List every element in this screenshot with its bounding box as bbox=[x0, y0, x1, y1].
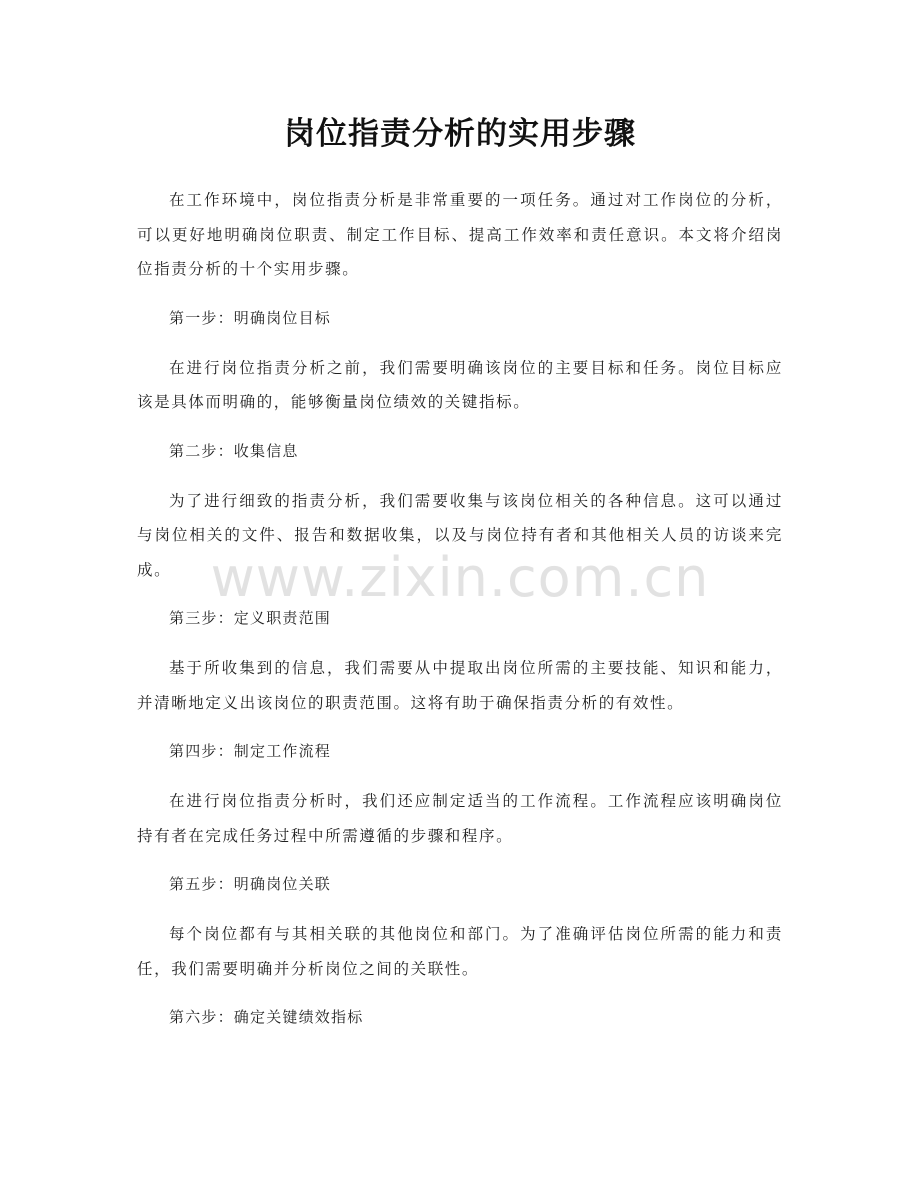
section-heading-4: 第四步：制定工作流程 bbox=[169, 742, 332, 760]
document-body bbox=[137, 183, 783, 1034]
section-body-1: 在进行岗位指责分析之前，我们需要明确该岗位的主要目标和任务。岗位目标应该是具体而明确的，能够衡量岗位绩效的关键指标。 bbox=[137, 358, 783, 411]
section-heading-3: 第三步：定义职责范围 bbox=[169, 609, 332, 627]
section-body-2: 为了进行细致的指责分析，我们需要收集与该岗位相关的各种信息。这可以通过与岗位相关的文件、报告和数据收集，以及与岗位持有者和其他相关人员的访谈来完成。 bbox=[137, 491, 783, 579]
intro-paragraph: 在工作环境中，岗位指责分析是非常重要的一项任务。通过对工作岗位的分析，可以更好地明确岗位职责、制定工作目标、提高工作效率和责任意识。本文将介绍岗位指责分析的十个实用步骤。 bbox=[137, 191, 783, 278]
section-heading-2: 第二步：收集信息 bbox=[169, 441, 299, 460]
section-heading-6: 第六步：确定关键绩效指标 bbox=[169, 1008, 364, 1026]
section-heading-1: 第一步：明确岗位目标 bbox=[169, 308, 332, 327]
section-heading-5: 第五步：明确岗位关联 bbox=[169, 875, 332, 893]
document-title: 岗位指责分析的实用步骤 bbox=[284, 116, 636, 152]
section-body-3: 基于所收集到的信息，我们需要从中提取出岗位所需的主要技能、知识和能力，并清晰地定义出该岗位的职责范围。这将有助于确保指责分析的有效性。 bbox=[137, 659, 783, 712]
section-body-5: 每个岗位都有与其相关联的其他岗位和部门。为了准确评估岗位所需的能力和责任，我们需要明确并分析岗位之间的关联性。 bbox=[137, 925, 783, 978]
section-body-4: 在进行岗位指责分析时，我们还应制定适当的工作流程。工作流程应该明确岗位持有者在完成任务过程中所需遵循的步骤和程序。 bbox=[137, 792, 783, 845]
watermark: www.zixin.com.cn bbox=[210, 546, 710, 609]
